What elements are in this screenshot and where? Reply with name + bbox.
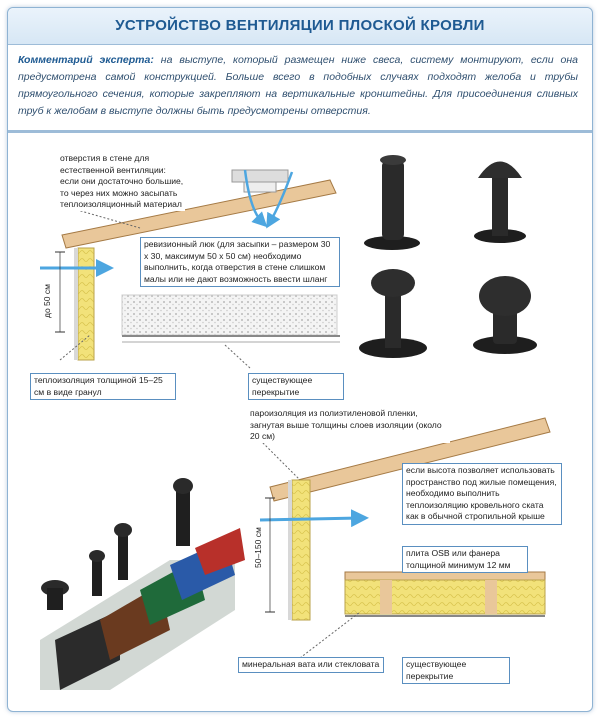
comment-text: на выступе, который размещен ниже свеса, систему монтируют, если она предусмотрена самой конструкцией. Больше всего в подобных случаях подходят желоба и трубы прямоугольного сечения, которые закрепляют на вертикальные кронштейны. Для присоединения сливных труб к желобам в выступе должны быть предусмотрены отверстия. bbox=[18, 54, 578, 117]
note-granular-insulation: теплоизоляция толщиной 15–25 см в виде гранул bbox=[30, 373, 176, 400]
dimension-height-1: до 50 см bbox=[42, 284, 52, 318]
osb-board bbox=[345, 572, 545, 580]
note-wall-openings: отверстия в стене для естественной вентиляции: если они достаточно большие, то через них можно засыпать теплоизоляционный материал bbox=[60, 153, 184, 209]
dimension-height-2: 50–150 см bbox=[253, 527, 263, 568]
note-mineral-wool: минеральная вата или стекловата bbox=[238, 657, 384, 673]
note-osb-board: плита OSB или фанера толщиной минимум 12 мм bbox=[402, 546, 528, 573]
mineral-wool bbox=[345, 580, 545, 614]
note-attic-insulation: если высота позволяет использовать пространство под жилые помещения, необходимо выполнить теплоизоляцию кровельного ската как в обычной стропильной крыше bbox=[402, 463, 562, 525]
comment-lead: Комментарий эксперта: bbox=[18, 54, 154, 66]
vent-cap-photo bbox=[359, 155, 537, 358]
note-vapor-barrier: пароизоляция из полиэтиленовой пленки, загнутая выше толщины слоев изоляции (около 20 см) bbox=[250, 408, 450, 443]
note-inspection-hatch: ревизионный люк (для засыпки – размером 30 х 30, максимум 50 х 50 см) необходимо выполнить, когда отверстия в стене слишком малы или не дают возможность ввести шланг bbox=[140, 237, 340, 287]
airflow-arrow-icon bbox=[260, 518, 360, 520]
note-existing-floor-1: существующее перекрытие bbox=[248, 373, 344, 400]
page-title: УСТРОЙСТВО ВЕНТИЛЯЦИИ ПЛОСКОЙ КРОВЛИ bbox=[8, 8, 592, 45]
diagram-2-attic-roof bbox=[260, 418, 550, 658]
note-existing-floor-2: существующее перекрытие bbox=[402, 657, 510, 684]
roof-aerator-photo bbox=[40, 478, 245, 690]
wall-insulation bbox=[78, 248, 94, 360]
granular-insulation bbox=[122, 295, 337, 335]
